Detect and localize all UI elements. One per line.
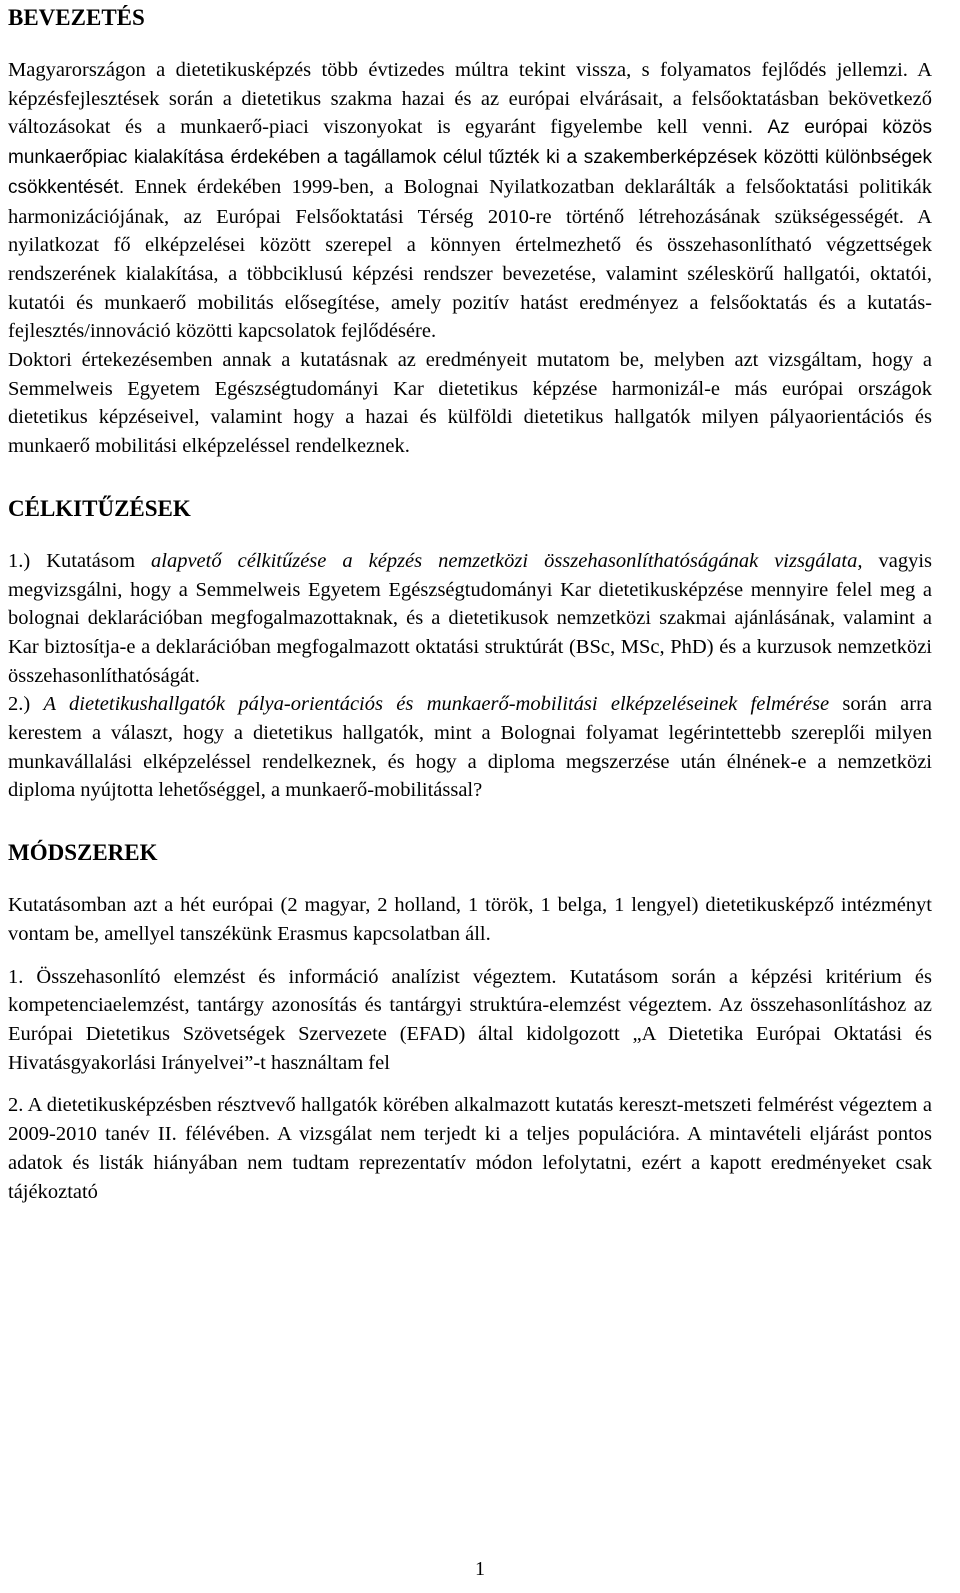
methods-paragraph-2: 1. Összehasonlító elemzést és információ analízist végeztem. Kutatásom során a képzési kritérium és kompetenciaelemzést, tantárgy azonosítás és tantárgyi struktúra-elemzést végeztem. Az összehasonlításhoz az Európai Dietetikus Szövetségek Szervezete (EFAD) által kidolgozott „A Dietetika Európai Oktatási és Hivatásgyakorlási Irányelvei”-t használtam fel (8, 965, 932, 1074)
goal-2-emphasis: A dietetikushallgatók pálya-orientációs és munkaerő-mobilitási elképzeléseinek felmérése (43, 693, 830, 716)
methods-paragraph-3: 2. A dietetikusképzésben résztvevő hallgatók körében alkalmazott kutatás kereszt-metszeti felmérést végeztem a 2009-2010 tanév II. félévében. A vizsgálat nem terjedt ki a teljes populációra. A mintavételi eljárást pontos adatok és listák hiányában nem tudtam reprezentatív módon lefolytatni, ezért a kapott eredményeket csak tájékoztató (8, 1094, 932, 1203)
goal-2-prefix: 2.) (8, 693, 44, 716)
goal-1-paragraph (8, 547, 932, 691)
intro-paragraph-1 (8, 56, 932, 346)
goal-2-text: során arra kerestem a választ, hogy a dietetikus hallgatók, mint a Bolognai folyamat legérintettebb szereplői milyen munkavállalási elképzeléssel rendelkeznek, és hogy a diploma megszerzése után élnének-e a nemzetközi diploma nyújtotta lehetőséggel, a munkaerő-mobilitással? (8, 693, 932, 802)
goal-1-prefix: 1.) Kutatásom (8, 549, 152, 572)
goal-1-text: vagyis megvizsgálni, hogy a Semmelweis Egyetem Egészségtudományi Kar dietetikusképzése mennyire felel meg a bolognai deklarációban megfogalmazottaknak, és a dietetikusok nemzetközi szakmai ajánlásának, valamint a Kar biztosítja-e a deklarációban megfogalmazott oktatási struktúrát (BSc, MSc, PhD) és a kurzusok nemzetközi összehasonlíthatóságát. (8, 549, 932, 687)
document-page (8, 0, 932, 1206)
intro-p1-sentence-3: Ennek érdekében 1999-ben, a Bolognai Nyilatkozatban deklarálták a felsőoktatási politikák harmonizációjának, az Európai Felsőoktatási Térség 2010-re történő létrehozásának szükségességét. A nyilatkozat fő elképzelései között szerepel a könnyen értelmezhető és összehasonlítható végzettségek rendszerének kialakítása, a többciklusú képzési rendszer bevezetése, valamint széleskörű hallgatói, oktatói, kutatói és munkaerő mobilitás elősegítése, amely pozitív hatást eredményez a felsőoktatás és a kutatás-fejlesztés/innováció közötti kapcsolatok fejlődésére. (8, 175, 933, 343)
intro-p1-sentence-1: Magyarországon a dietetikusképzés több évtizedes múltra tekint vissza, s folyamatos fejlődés jellemzi. A képzésfejlesztések során a dietetikus szakma hazai és az európai elvárásait, a felsőoktatásban bekövetkező változásokat és a munkaerő-piaci viszonyokat is egyaránt figyelembe kell venni. (8, 59, 932, 139)
page-number: 1 (475, 1558, 485, 1580)
goal-2-paragraph (8, 690, 932, 805)
heading-goals: CÉLKITŰZÉSEK (8, 495, 191, 521)
goal-1-emphasis: alapvető célkitűzése a képzés nemzetközi összehasonlíthatóságának vizsgálata, (151, 549, 863, 572)
heading-methods: MÓDSZEREK (8, 840, 158, 866)
heading-intro: BEVEZETÉS (8, 5, 145, 30)
intro-paragraph-2: Doktori értekezésemben annak a kutatásnak az eredményeit mutatom be, melyben azt vizsgáltam, hogy a Semmelweis Egyetem Egészségtudományi Kar dietetikus képzése harmonizál-e más európai országok dietetikus képzéseivel, valamint hogy a hazai és külföldi dietetikus hallgatók milyen pályaorientációs és munkaerő mobilitási elképzeléssel rendelkeznek. (8, 349, 932, 458)
methods-paragraph-1: Kutatásomban azt a hét európai (2 magyar, 2 holland, 1 török, 1 belga, 1 lengyel) dietetikusképző intézményt vontam be, amellyel tanszékünk Erasmus kapcsolatban áll. (8, 894, 932, 945)
intro-p1-sentence-2: Az európai közös munkaerőpiac kialakítása érdekében a tagállamok célul tűzték ki a szakemberképzések közötti különbségek csökkentését. (8, 117, 932, 198)
